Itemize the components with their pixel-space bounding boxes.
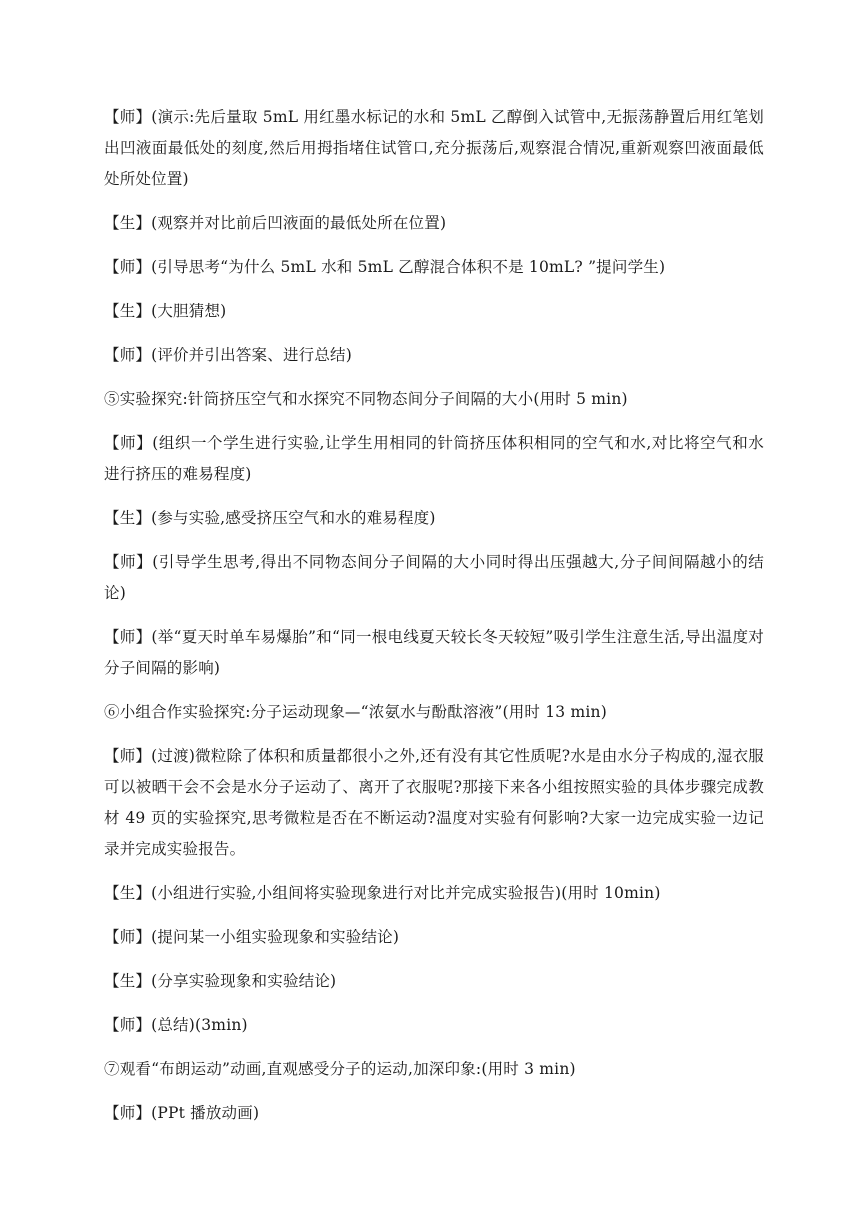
paragraph-teacher-conclude: 【师】(引导学生思考,得出不同物态间分子间隔的大小同时得出压强越大,分子间间隔越小的结论) bbox=[104, 553, 764, 602]
paragraph-teacher-organize: 【师】(组织一个学生进行实验,让学生用相同的针筒挤压体积相同的空气和水,对比将空气和水进行挤压的难易程度) bbox=[104, 434, 764, 483]
paragraph-student-experiment: 【生】(小组进行实验,小组间将实验现象进行对比并完成实验报告)(用时 10min) bbox=[104, 884, 661, 902]
paragraph-teacher-summary: 【师】(总结)(3min) bbox=[104, 1016, 248, 1034]
paragraph-teacher-transition: 【师】(过渡)微粒除了体积和质量都很小之外,还有没有其它性质呢?水是由水分子构成的,湿衣服可以被晒干会不会是水分子运动了、离开了衣服呢?那接下来各小组按照实验的具体步骤完成教材 49 页的实验探究,思考微粒是否在不断运动?温度对实验有何影响?大家一边完成实验一边记录并完成实验报告。 bbox=[104, 747, 764, 858]
paragraph-student-guess: 【生】(大胆猜想) bbox=[104, 302, 227, 320]
paragraph-student-participate: 【生】(参与实验,感受挤压空气和水的难易程度) bbox=[104, 509, 436, 527]
paragraph-student-observe: 【生】(观察并对比前后凹液面的最低处所在位置) bbox=[104, 214, 447, 232]
section-heading-6: ⑥小组合作实验探究:分子运动现象—“浓氨水与酚酞溶液”(用时 13 min) bbox=[104, 703, 607, 721]
paragraph-student-share: 【生】(分享实验现象和实验结论) bbox=[104, 972, 337, 990]
document-body bbox=[104, 102, 764, 1129]
paragraph-teacher-play-animation: 【师】(PPt 播放动画) bbox=[104, 1104, 260, 1122]
section-heading-7: ⑦观看“布朗运动”动画,直观感受分子的运动,加深印象:(用时 3 min) bbox=[104, 1060, 576, 1078]
paragraph-teacher-evaluate: 【师】(评价并引出答案、进行总结) bbox=[104, 346, 352, 364]
paragraph-teacher-question: 【师】(提问某一小组实验现象和实验结论) bbox=[104, 928, 400, 946]
paragraph-teacher-demo: 【师】(演示:先后量取 5mL 用红墨水标记的水和 5mL 乙醇倒入试管中,无振荡静置后用红笔划出凹液面最低处的刻度,然后用拇指堵住试管口,充分振荡后,观察混合情况,重新观察凹液面最低处所处位置) bbox=[104, 108, 764, 188]
section-heading-5: ⑤实验探究:针筒挤压空气和水探究不同物态间分子间隔的大小(用时 5 min) bbox=[104, 390, 628, 408]
paragraph-teacher-example: 【师】(举“夏天时单车易爆胎”和“同一根电线夏天较长冬天较短”吸引学生注意生活,导出温度对分子间隔的影响) bbox=[104, 628, 764, 677]
paragraph-teacher-guide: 【师】(引导思考“为什么 5mL 水和 5mL 乙醇混合体积不是 10mL? ”提问学生) bbox=[104, 258, 666, 276]
